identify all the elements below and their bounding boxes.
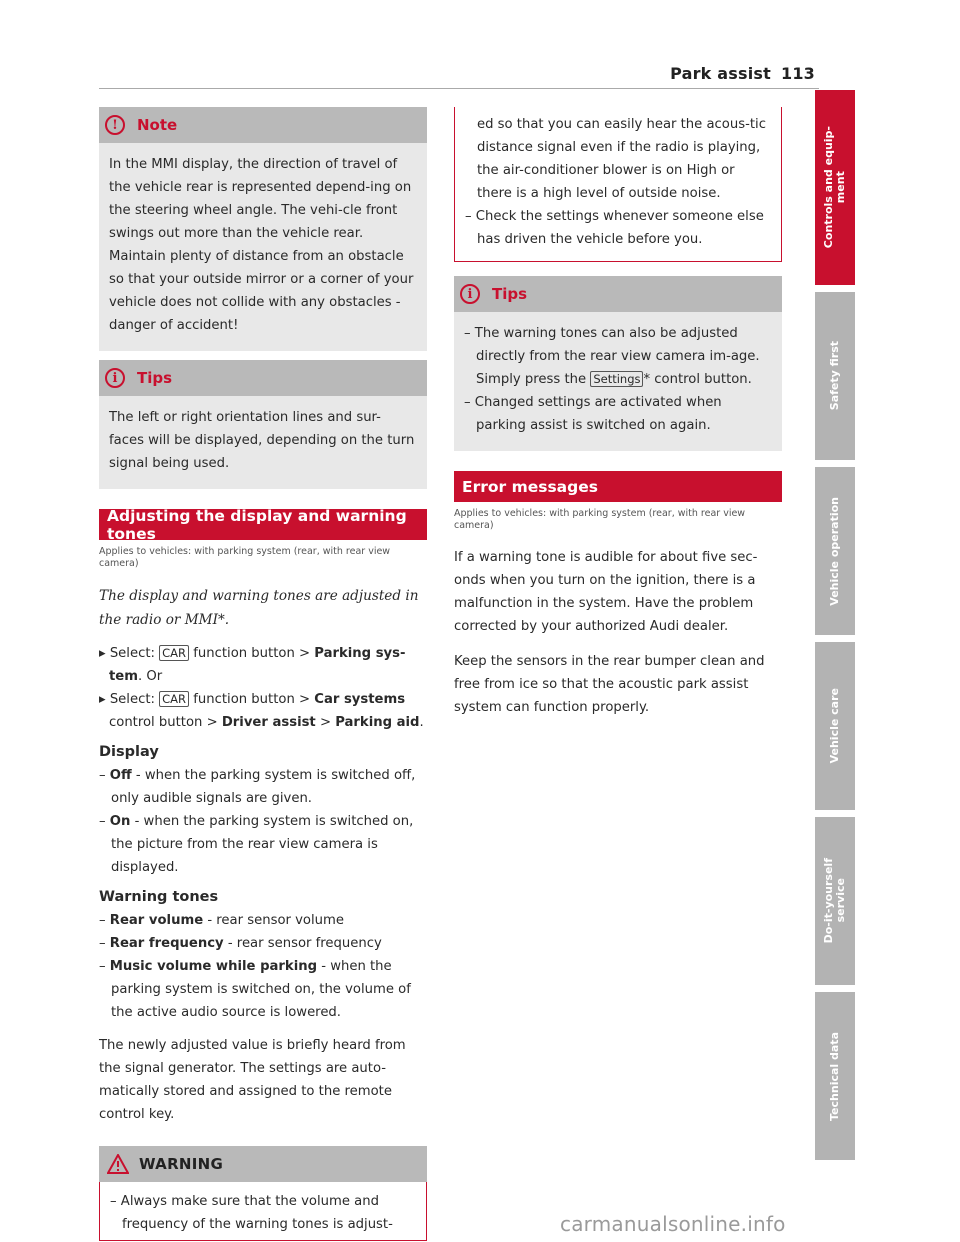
header-title [670, 64, 815, 83]
step-1: ▸ Select: CAR function button > Parking sys-tem. Or [99, 646, 406, 684]
list-item: – Changed settings are activated when parking assist is switched on again. [464, 395, 722, 433]
watermark-text: carmanualsonline.info [560, 1212, 786, 1236]
exclamation-circle-icon: ! [105, 115, 125, 135]
tips-label-1: Tips [137, 369, 173, 387]
list-item: – Rear frequency - rear sensor frequency [99, 936, 382, 951]
list-item: – Always make sure that the volume and frequency of the warning tones is adjust- [110, 1194, 393, 1232]
tab-controls-and-equipment[interactable]: Controls and equip- ment [815, 90, 855, 285]
section-heading-errors: Error messages [454, 471, 782, 502]
header-rule [99, 88, 819, 89]
tips-text-1: The left or right orientation lines and sur-faces will be displayed, depending on the turn signal being used. [109, 410, 415, 471]
section-heading-adjust: Adjusting the display and warning tones [99, 509, 427, 540]
right-column [454, 107, 782, 719]
tips-box-1 [99, 360, 427, 489]
tones-list [99, 909, 427, 1024]
steps-list [99, 642, 427, 734]
warning-header [99, 1146, 427, 1182]
tips-body-2 [454, 312, 782, 451]
step-2: ▸ Select: CAR function button > Car systems control button > Driver assist > Parking aid. [99, 692, 424, 730]
left-column [99, 107, 427, 1241]
note-body [99, 143, 427, 351]
car-key: CAR [159, 645, 189, 661]
tips-label-2: Tips [492, 285, 528, 303]
list-item: – Rear volume - rear sensor volume [99, 913, 344, 928]
tab-technical-data[interactable]: Technical data [815, 992, 855, 1160]
warning-body-right [454, 107, 782, 262]
tab-safety-first[interactable]: Safety first [815, 292, 855, 460]
tips-box-2 [454, 276, 782, 451]
warning-label: WARNING [139, 1155, 224, 1173]
list-item: – Check the settings whenever someone else has driven the vehicle before you. [465, 209, 764, 247]
errors-paragraph-2: Keep the sensors in the rear bumper clean and free from ice so that the acoustic park assist system can function properly. [454, 654, 765, 715]
settings-key: Settings [590, 371, 643, 387]
chapter-tabs [815, 90, 855, 1167]
warning-tones-heading: Warning tones [99, 889, 219, 905]
page-number: 113 [781, 64, 815, 83]
car-key: CAR [159, 691, 189, 707]
display-heading: Display [99, 744, 159, 760]
tips-header-2 [454, 276, 782, 312]
note-header [99, 107, 427, 143]
warning-box [99, 1146, 427, 1241]
display-list [99, 764, 427, 879]
note-text: In the MMI display, the direction of travel of the vehicle rear is represented depend-ing on the steering wheel angle. The vehi-cle front swings out more than the vehicle rear. Maintain plenty of distance from an obstacle so that your outside mirror or a corner of your vehicle does not collide with any obstacles - danger of accident! [109, 157, 414, 333]
tips-header-1 [99, 360, 427, 396]
tab-vehicle-operation[interactable]: Vehicle operation [815, 467, 855, 635]
info-circle-icon: i [460, 284, 480, 304]
adjust-paragraph: The newly adjusted value is briefly heard from the signal generator. The settings are auto-matically stored and assigned to the remote control key. [99, 1038, 406, 1122]
lead-text: The display and warning tones are adjusted in the radio or MMI*. [99, 588, 419, 628]
list-item: – The warning tones can also be adjusted directly from the rear view camera im-age. Simply press the Settings * control button. [464, 326, 760, 387]
list-item: – On - when the parking system is switched on, the picture from the rear view camera is displayed. [99, 814, 414, 875]
section-title: Park assist [670, 64, 771, 83]
tab-do-it-yourself-service[interactable]: Do-it-yourself service [815, 817, 855, 985]
page-header [99, 0, 819, 88]
warning-continued-text: ed so that you can easily hear the acous-tic distance signal even if the radio is playing, the air-conditioner blower is on High or there is a high level of outside noise. [477, 117, 766, 201]
applies-to-adjust: Applies to vehicles: with parking system (rear, with rear view camera) [99, 546, 391, 569]
list-item: – Music volume while parking - when the parking system is switched on, the volume of the active audio source is lowered. [99, 959, 411, 1020]
note-box [99, 107, 427, 351]
info-circle-icon: i [105, 368, 125, 388]
note-label: Note [137, 116, 178, 134]
tab-vehicle-care[interactable]: Vehicle care [815, 642, 855, 810]
tips-body-1 [99, 396, 427, 489]
errors-paragraph-1: If a warning tone is audible for about five sec-onds when you turn on the ignition, there is a malfunction in the system. Have the problem corrected by your authorized Audi dealer. [454, 550, 758, 634]
warning-triangle-icon [107, 1154, 129, 1174]
warning-body-left [99, 1182, 427, 1241]
applies-to-errors: Applies to vehicles: with parking system (rear, with rear view camera) [454, 508, 746, 531]
list-item: – Off - when the parking system is switched off, only audible signals are given. [99, 768, 416, 806]
